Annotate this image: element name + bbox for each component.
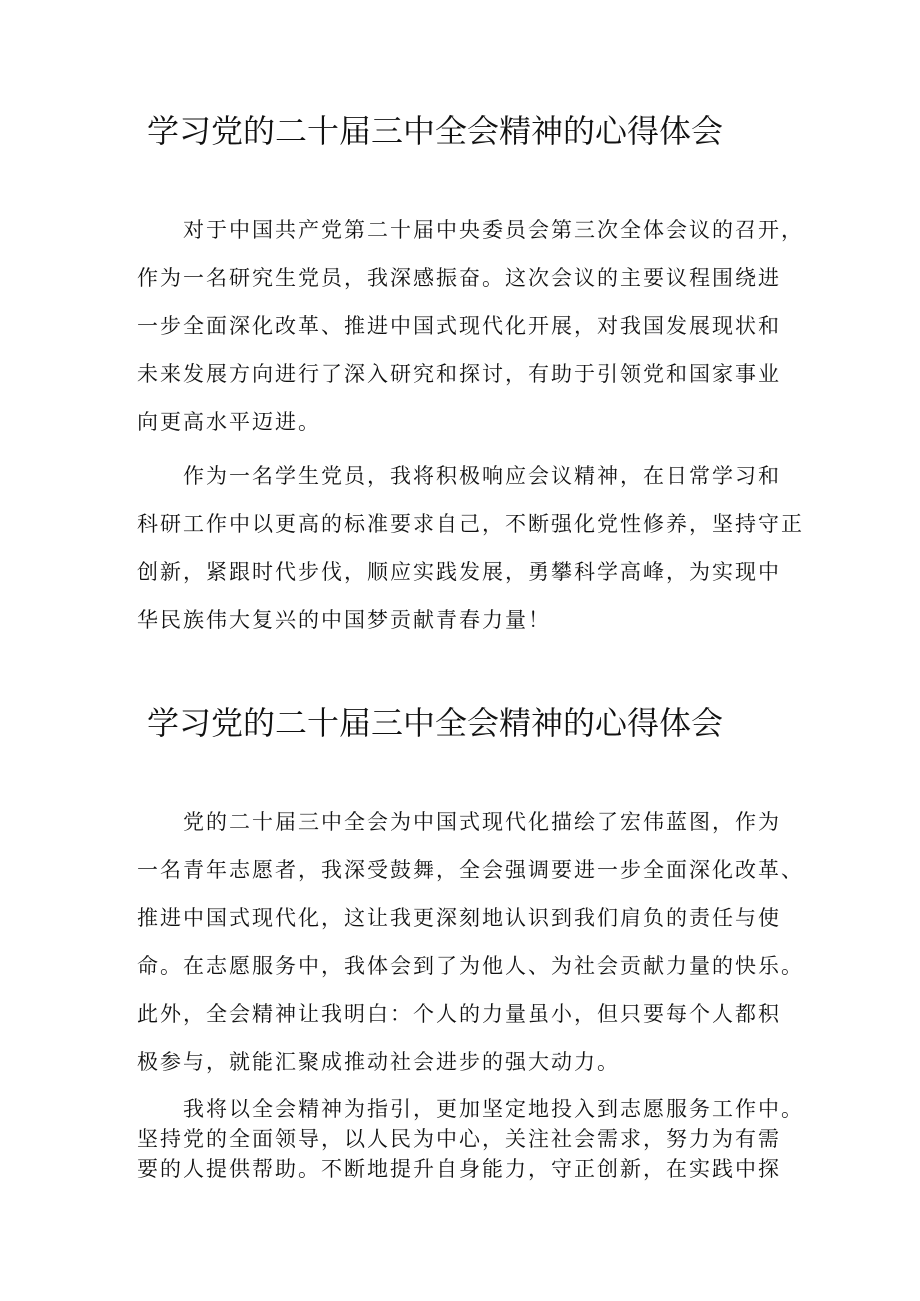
- text-line: 命。在志愿服务中，我体会到了为他人、为社会贡献力量的快乐。: [137, 954, 804, 978]
- section-2-paragraph-1: [137, 798, 807, 1086]
- section-2-title: 学习党的二十届三中全会精神的心得体会: [147, 704, 724, 742]
- text-line: 未来发展方向进行了深入研究和探讨，有助于引领党和国家事业: [137, 362, 781, 386]
- text-line: 一名青年志愿者，我深受鼓舞，全会强调要进一步全面深化改革、: [137, 858, 804, 882]
- section-2-paragraph-2: [137, 1094, 807, 1184]
- text-line: 此外，全会精神让我明白：个人的力量虽小，但只要每个人都积: [137, 1002, 781, 1026]
- text-line: 科研工作中以更高的标准要求自己，不断强化党性修养，坚持守正: [137, 512, 804, 536]
- text-line: 极参与，就能汇聚成推动社会进步的强大动力。: [137, 1050, 620, 1074]
- section-1-body: [137, 206, 807, 644]
- section-1-paragraph-2: [137, 452, 807, 644]
- text-line: 作为一名研究生党员，我深感振奋。这次会议的主要议程围绕进: [137, 266, 781, 290]
- text-line: 创新，紧跟时代步伐，顺应实践发展，勇攀科学高峰，为实现中: [137, 560, 781, 584]
- text-line: 向更高水平迈进。: [137, 410, 321, 434]
- paragraph-gap: [137, 1086, 807, 1094]
- text-line: 我将以全会精神为指引，更加坚定地投入到志愿服务工作中。: [183, 1097, 804, 1121]
- section-1-paragraph-1: [137, 206, 807, 446]
- text-line: 要的人提供帮助。不断地提升自身能力，守正创新，在实践中探: [137, 1157, 781, 1181]
- text-line: 对于中国共产党第二十届中央委员会第三次全体会议的召开，: [183, 218, 804, 242]
- section-1-title: 学习党的二十届三中全会精神的心得体会: [147, 112, 724, 150]
- text-line: 一步全面深化改革、推进中国式现代化开展，对我国发展现状和: [137, 314, 781, 338]
- text-line: 华民族伟大复兴的中国梦贡献青春力量！: [137, 608, 551, 632]
- section-2-body: [137, 798, 807, 1184]
- text-line: 作为一名学生党员，我将积极响应会议精神，在日常学习和: [183, 464, 781, 488]
- text-line: 坚持党的全面领导，以人民为中心，关注社会需求，努力为有需: [137, 1127, 781, 1151]
- text-line: 党的二十届三中全会为中国式现代化描绘了宏伟蓝图，作为: [183, 810, 781, 834]
- text-line: 推进中国式现代化，这让我更深刻地认识到我们肩负的责任与使: [137, 906, 781, 930]
